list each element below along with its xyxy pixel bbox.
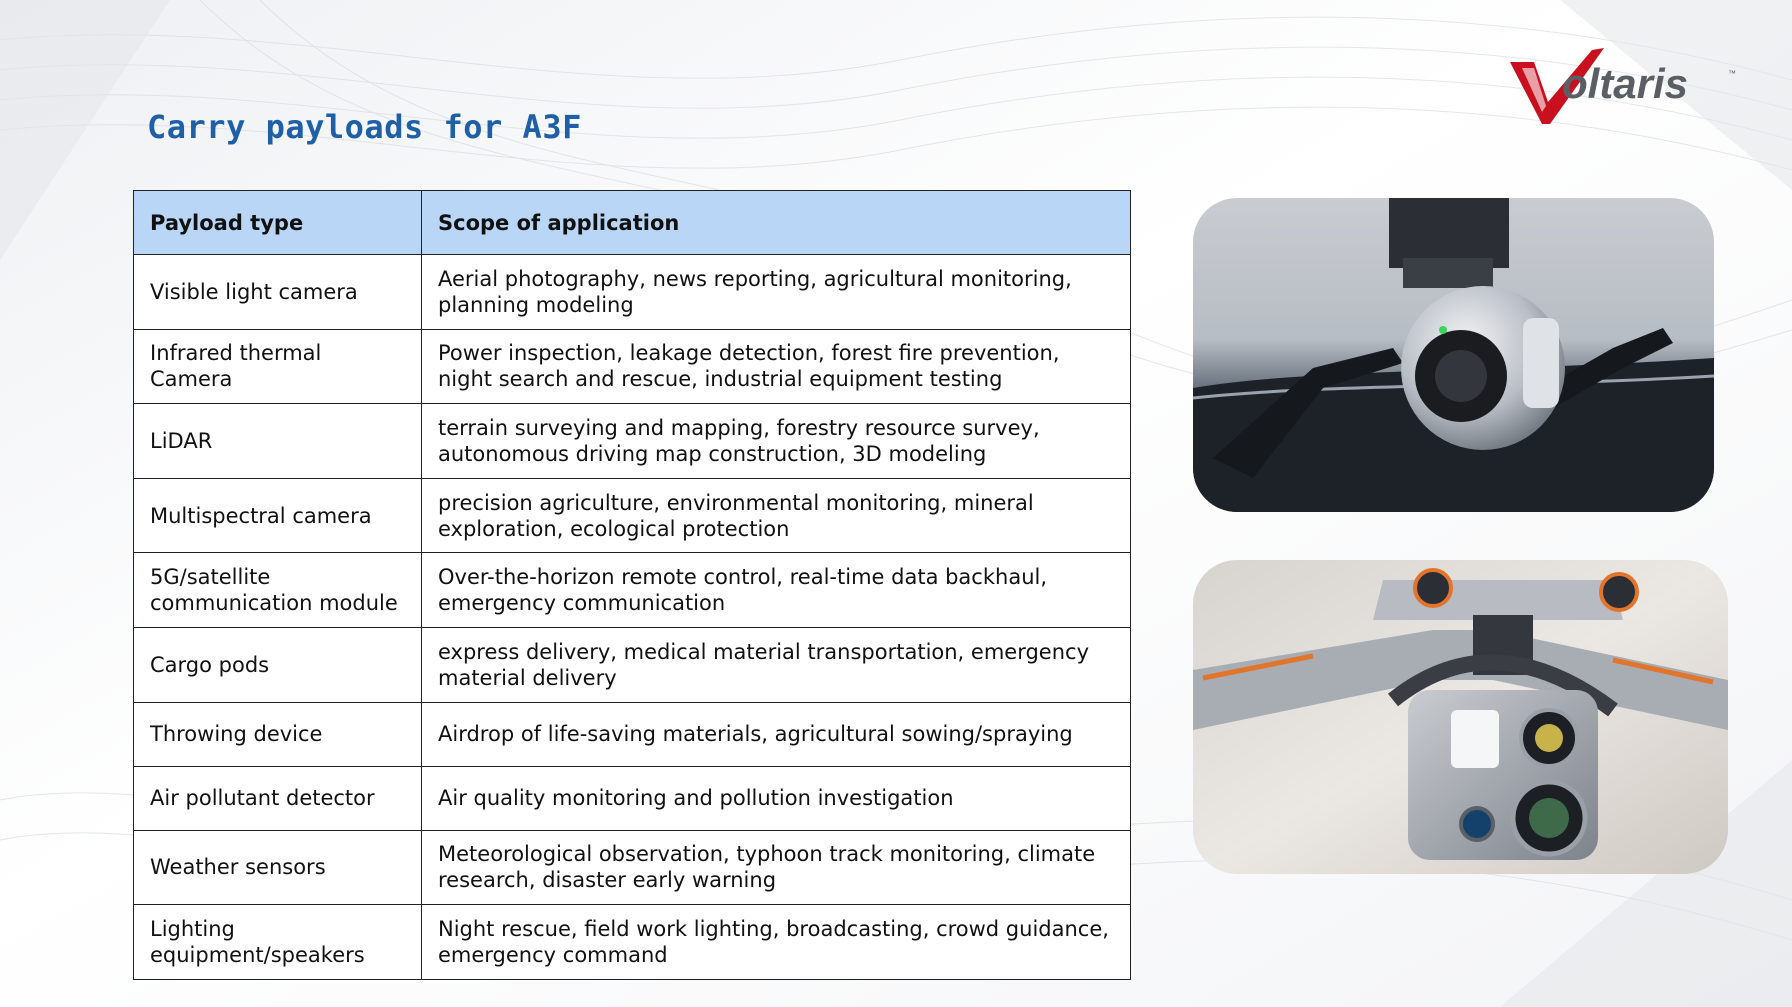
table-row [134, 478, 1131, 553]
payload-type-cell: Air pollutant detector [134, 766, 422, 830]
payload-type-cell: Lighting equipment/speakers [134, 905, 422, 980]
table-row [134, 830, 1131, 905]
table-header-row [134, 191, 1131, 255]
scope-cell: Power inspection, leakage detection, forest fire prevention, night search and rescue, industrial equipment testing [422, 329, 1131, 404]
table-row [134, 255, 1131, 330]
scope-cell: Air quality monitoring and pollution investigation [422, 766, 1131, 830]
gimbal-camera-photo [1193, 198, 1714, 512]
table-row [134, 702, 1131, 766]
voltaris-logo [1500, 42, 1740, 130]
payload-type-cell: Throwing device [134, 702, 422, 766]
payload-type-cell: LiDAR [134, 404, 422, 479]
logo-text: oltaris [1562, 60, 1689, 107]
payload-type-cell: Visible light camera [134, 255, 422, 330]
multi-sensor-payload-photo [1193, 560, 1728, 874]
table-row [134, 404, 1131, 479]
scope-cell: Night rescue, field work lighting, broadcasting, crowd guidance, emergency command [422, 905, 1131, 980]
table-row [134, 553, 1131, 628]
table-row [134, 329, 1131, 404]
header-scope-of-application: Scope of application [422, 191, 1131, 255]
scope-cell: Aerial photography, news reporting, agricultural monitoring, planning modeling [422, 255, 1131, 330]
scope-cell: Over-the-horizon remote control, real-time data backhaul, emergency communication [422, 553, 1131, 628]
svg-text:™: ™ [1728, 69, 1736, 78]
scope-cell: terrain surveying and mapping, forestry resource survey, autonomous driving map construction, 3D modeling [422, 404, 1131, 479]
payload-type-cell: 5G/satellite communication module [134, 553, 422, 628]
payload-type-cell: Multispectral camera [134, 478, 422, 553]
table-row [134, 905, 1131, 980]
payloads-table [133, 190, 1131, 980]
scope-cell: Airdrop of life-saving materials, agricultural sowing/spraying [422, 702, 1131, 766]
header-payload-type: Payload type [134, 191, 422, 255]
table-row [134, 627, 1131, 702]
payload-type-cell: Cargo pods [134, 627, 422, 702]
payload-type-cell: Weather sensors [134, 830, 422, 905]
page-title: Carry payloads for A3F [147, 108, 582, 146]
table-row [134, 766, 1131, 830]
payload-type-cell: Infrared thermal Camera [134, 329, 422, 404]
scope-cell: Meteorological observation, typhoon track monitoring, climate research, disaster early warning [422, 830, 1131, 905]
scope-cell: precision agriculture, environmental monitoring, mineral exploration, ecological protection [422, 478, 1131, 553]
scope-cell: express delivery, medical material transportation, emergency material delivery [422, 627, 1131, 702]
